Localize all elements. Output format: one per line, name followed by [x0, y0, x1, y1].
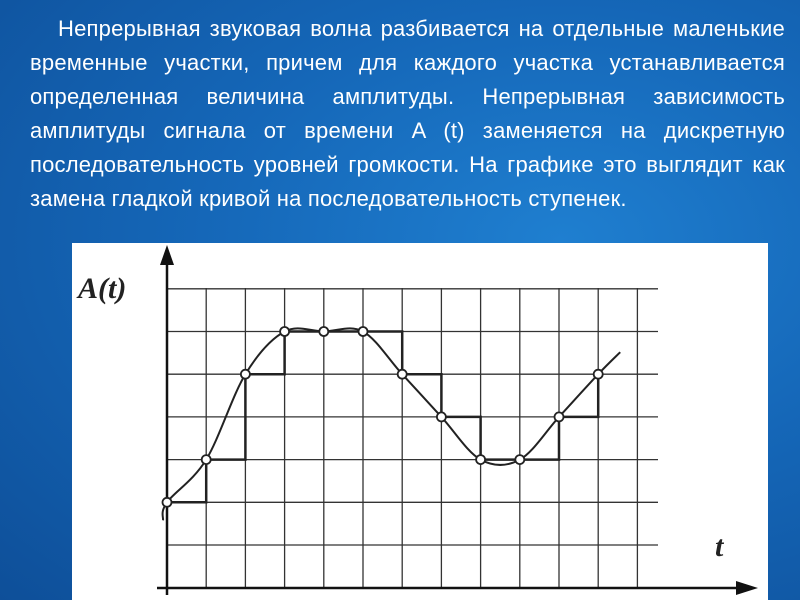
- sample-point: [476, 455, 485, 464]
- sample-point: [594, 370, 603, 379]
- sampling-figure: [72, 243, 768, 600]
- sample-point: [280, 327, 289, 336]
- sample-point: [515, 455, 524, 464]
- slide-paragraph: Непрерывная звуковая волна разбивается на отдельные маленькие временные участки, причем для каждого участка устанавливается определенная величина амплитуды. Непрерывная зависимость амплитуды сигнала от времени A (t) заменяется на дискретную последовательность уровней громкости. На графике это выглядит как замена гладкой кривой на последовательность ступенек.: [30, 16, 785, 211]
- sample-point: [163, 498, 172, 507]
- amplitude-time-plot: [72, 243, 768, 600]
- sample-point: [202, 455, 211, 464]
- axes: [157, 245, 758, 595]
- y-axis-label: A(t): [78, 272, 127, 305]
- x-axis-arrow: [736, 581, 758, 595]
- continuous-wave-curve: [163, 328, 621, 520]
- y-axis-arrow: [160, 245, 174, 265]
- sample-point: [319, 327, 328, 336]
- sample-point: [555, 412, 564, 421]
- x-axis-label: t: [715, 530, 724, 563]
- sample-point: [398, 370, 407, 379]
- sample-point: [241, 370, 250, 379]
- grid: [167, 288, 658, 588]
- sample-point: [437, 412, 446, 421]
- sample-point: [359, 327, 368, 336]
